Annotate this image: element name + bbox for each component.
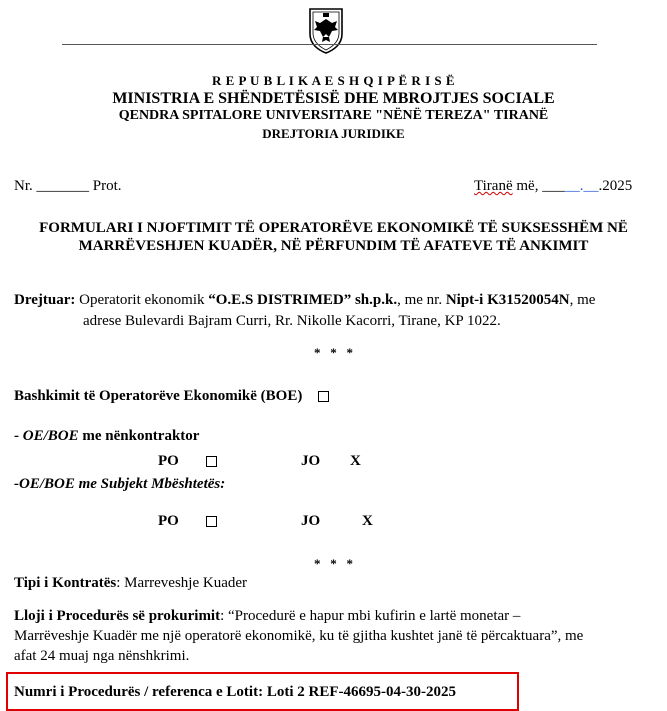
protocol-number: Nr. _______ Prot. <box>14 178 122 194</box>
subcontractor-jo: JO <box>301 453 321 469</box>
boe-row <box>14 388 329 405</box>
company-address: adrese Bulevardi Bajram Curri, Rr. Nikolle Kacorri, Tirane, KP 1022. <box>83 313 501 329</box>
date-value: __.__ <box>564 178 599 194</box>
support-po-checkbox[interactable] <box>206 516 217 527</box>
addressee-text2: , me nr. <box>397 292 446 308</box>
section-separator: * * * <box>314 345 353 360</box>
contract-type-label: Tipi i Kontratës <box>14 575 117 591</box>
procedure-reference-line <box>14 684 456 701</box>
department-title: DREJTORIA JURIDIKE <box>262 126 405 141</box>
form-title-line1: FORMULARI I NJOFTIMIT TË OPERATORËVE EKONOMIKË TË SUKSESSHËM NË <box>39 220 628 236</box>
date-place: Tiranë <box>474 178 513 194</box>
section-separator-2: * * * <box>314 556 353 571</box>
subcontractor-rest: me nënkontraktor <box>78 428 200 444</box>
procedure-reference-value: : Loti 2 REF-46695-04-30-2025 <box>258 684 457 700</box>
procedure-type-label: Lloji i Procedurës së prokurimit <box>14 608 221 624</box>
company-name: “O.E.S DISTRIMED” sh.p.k. <box>208 292 398 308</box>
republic-title: R E P U B L I K A E S H Q I P Ë R I S Ë <box>211 73 456 88</box>
boe-label: Bashkimit të Operatorëve Ekonomikë (BOE) <box>14 388 303 404</box>
subcontractor-oe: OE/BOE <box>22 428 79 444</box>
addressee-line <box>14 292 595 309</box>
subcontractor-po-checkbox[interactable] <box>206 456 217 467</box>
support-subject-label: -OE/BOE me Subjekt Mbështetës: <box>14 476 226 492</box>
albanian-eagle-emblem-icon <box>306 6 346 54</box>
subcontractor-label <box>14 428 199 445</box>
contract-type-value: : Marreveshje Kuader <box>116 575 248 591</box>
document-date <box>474 178 632 195</box>
procedure-type-text1: : “Procedurë e hapur mbi kufirin e lartë monetar – <box>220 608 521 624</box>
contract-type-line <box>14 575 247 592</box>
support-po: PO <box>158 513 179 529</box>
ministry-title: MINISTRIA E SHËNDETËSISË DHE MBROJTJES SOCIALE <box>112 90 555 107</box>
subcontractor-po: PO <box>158 453 179 469</box>
support-jo: JO <box>301 513 321 529</box>
subcontractor-prefix: - <box>14 428 23 444</box>
addressee-text3: , me <box>569 292 596 308</box>
subcontractor-jo-mark: X <box>350 453 361 469</box>
header-rule <box>62 44 597 45</box>
procedure-type-line2: Marrëveshje Kuadër me një operatorë ekonomikë, ku të gjitha kushtet janë të përcaktuara”, me <box>14 628 584 644</box>
addressee-text1: Operatorit ekonomik <box>75 292 209 308</box>
boe-checkbox[interactable] <box>318 391 329 402</box>
date-prefix: më, ___ <box>512 178 565 194</box>
support-jo-mark: X <box>362 513 373 529</box>
company-nipt: Nipt-i K31520054N <box>445 292 570 308</box>
addressee-label: Drejtuar: <box>14 292 76 308</box>
date-year: .2025 <box>598 178 633 194</box>
procedure-reference-label: Numri i Procedurës / referenca e Lotit <box>14 684 259 700</box>
procedure-type-line3: afat 24 muaj nga nënshkrimi. <box>14 648 190 664</box>
form-title-line2: MARRËVESHJEN KUADËR, NË PËRFUNDIM TË AFATEVE TË ANKIMIT <box>78 238 589 254</box>
hospital-center-title: QENDRA SPITALORE UNIVERSITARE "NËNË TEREZA" TIRANË <box>118 108 549 123</box>
procedure-type-line1 <box>14 608 520 625</box>
